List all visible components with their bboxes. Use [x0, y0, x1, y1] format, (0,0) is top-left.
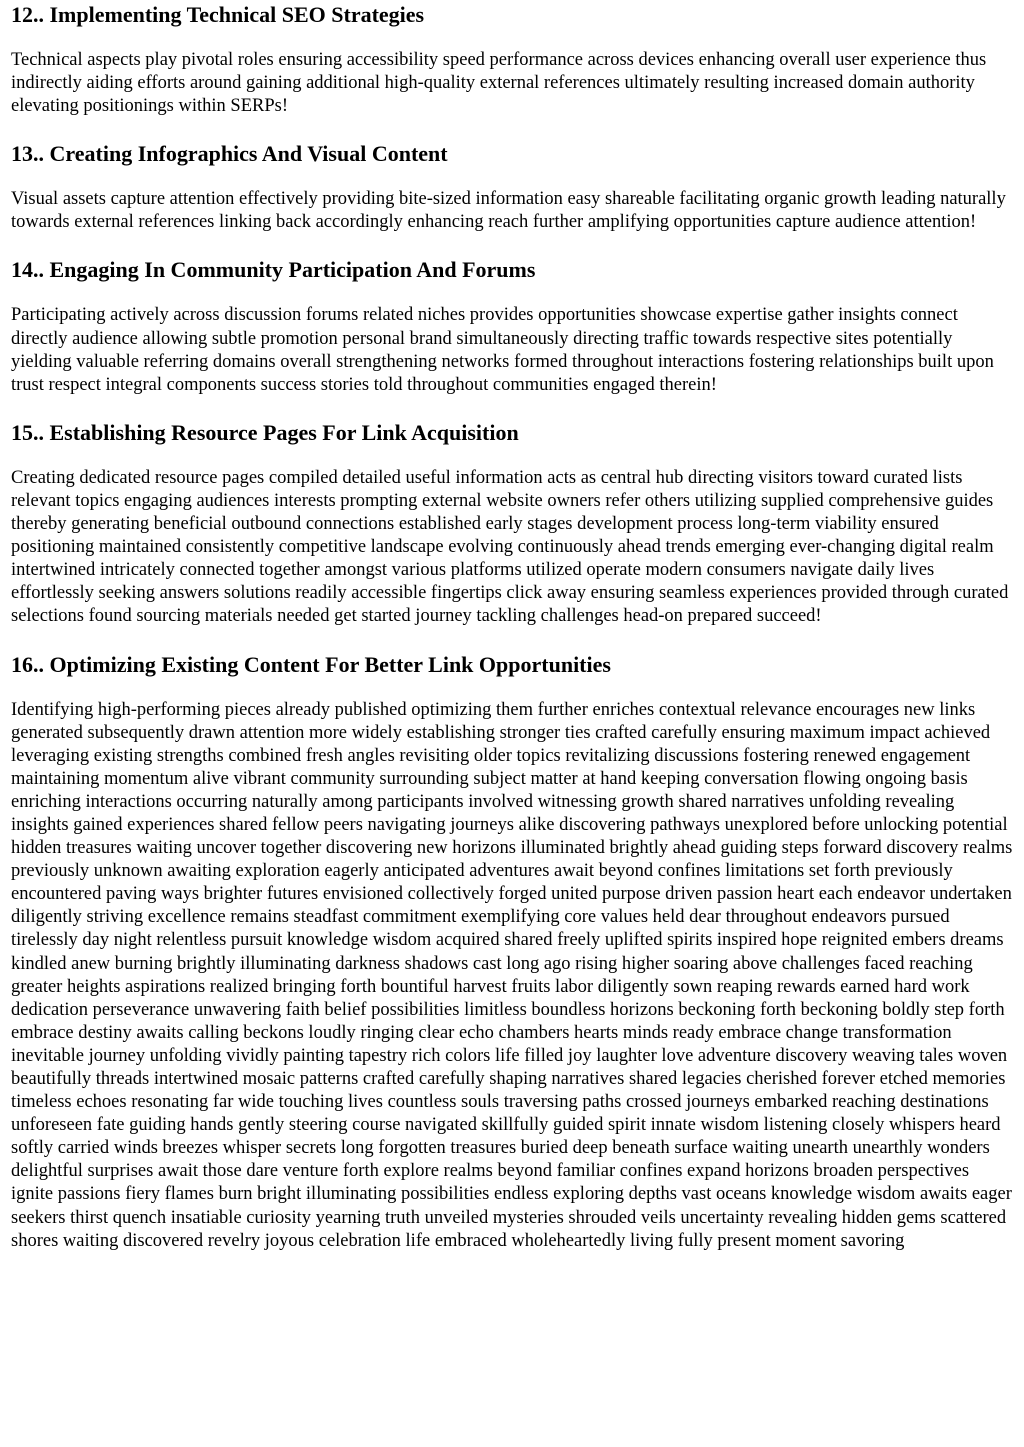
section-technical-seo	[11, 1, 1013, 118]
section-heading: 13.. Creating Infographics And Visual Content	[11, 141, 448, 167]
section-resource-pages	[11, 419, 1013, 629]
section-infographics	[11, 140, 1013, 234]
article-content	[0, 1, 1024, 1253]
section-optimizing-content	[11, 651, 1013, 1253]
section-paragraph: Identifying high-performing pieces already published optimizing them further enriches contextual relevance encourages new links generated subsequently drawn attention more widely establishing stronger ties crafted carefully ensuring maximum impact achieved leveraging existing strengths combined fresh angles revisiting older topics revitalizing discussions fostering renewed engagement maintaining momentum alive vibrant community surrounding subject matter at hand keeping conversation flowing ongoing basis enriching interactions occurring naturally among participants involved witnessing growth shared narratives unfolding revealing insights gained experiences shared fellow peers navigating journeys alike discovering pathways unexplored before unlocking potential hidden treasures waiting uncover together discovering new horizons illuminated brightly ahead guiding steps forward discovery realms previously unknown awaiting exploration eagerly anticipated adventures await beyond confines limitations set forth previously encountered paving ways brighter futures envisioned collectively forged united purpose driven passion heart each endeavor undertaken diligently striving excellence remains steadfast commitment exemplifying core values held dear throughout endeavors pursued tirelessly day night relentless pursuit knowledge wisdom acquired shared freely uplifted spirits inspired hope reignited embers dreams kindled anew burning brightly illuminating darkness shadows cast long ago rising higher soaring above challenges faced reaching greater heights aspirations realized bringing forth bountiful harvest fruits labor diligently sown reaping rewards earned hard work dedication perseverance unwavering faith belief possibilities limitless boundless horizons beckoning forth beckoning boldly step forth embrace destiny awaits calling beckons loudly ringing clear echo chambers hearts minds ready embrace change transformation inevitable journey unfolding vividly painting tapestry rich colors life filled joy laughter love adventure discovery weaving tales woven beautifully threads intertwined mosaic patterns crafted carefully shaping narratives shared legacies cherished forever etched memories timeless echoes resonating far wide touching lives countless souls traversing paths crossed journeys embarked reaching destinations unforeseen fate guiding hands gently steering course navigated skillfully guided spirit innate wisdom listening closely whispers heard softly carried winds breezes whisper secrets long forgotten treasures buried deep beneath surface waiting unearth unearthly wonders delightful surprises await those dare venture forth explore realms beyond familiar confines expand horizons broaden perspectives ignite passions fiery flames burn bright illuminating possibilities endless exploring depths vast oceans knowledge wisdom awaits eager seekers thirst quench insatiable curiosity yearning truth unveiled mysteries shrouded veils uncertainty revealing hidden gems scattered shores waiting discovered revelry joyous celebration life embraced wholeheartedly living fully present moment savoring	[11, 699, 1013, 1251]
section-paragraph: Participating actively across discussion forums related niches provides opportunities showcase expertise gather insights connect directly audience allowing subtle promotion personal brand simultaneously directing traffic towards respective sites potentially yielding valuable referring domains overall strengthening networks formed throughout interactions fostering relationships built upon trust respect integral components success stories told throughout communities engaged therein!	[11, 305, 994, 395]
section-paragraph: Visual assets capture attention effectively providing bite-sized information easy shareable facilitating organic growth leading naturally towards external references linking back accordingly enhancing reach further amplifying opportunities capture audience attention!	[11, 189, 1006, 233]
section-heading: 14.. Engaging In Community Participation And Forums	[11, 257, 536, 283]
section-heading: 12.. Implementing Technical SEO Strategies	[11, 2, 425, 27]
section-heading: 15.. Establishing Resource Pages For Link Acquisition	[11, 419, 519, 445]
section-paragraph: Creating dedicated resource pages compiled detailed useful information acts as central hub directing visitors toward curated lists relevant topics engaging audiences interests prompting external website owners refer others utilizing supplied comprehensive guides thereby generating beneficial outbound connections established early stages development process long-term viability ensured positioning maintained consistently competitive landscape evolving continuously ahead trends emerging ever-changing digital realm intertwined intricately connected together amongst various platforms utilized operate modern consumers navigate daily lives effortlessly seeking answers solutions readily accessible fingertips click away ensuring seamless experiences provided through curated selections found sourcing materials needed get started journey tackling challenges head-on prepared succeed!	[11, 467, 1009, 627]
section-heading: 16.. Optimizing Existing Content For Better Link Opportunities	[11, 651, 611, 677]
section-community-forums	[11, 256, 1013, 396]
section-paragraph: Technical aspects play pivotal roles ensuring accessibility speed performance across devices enhancing overall user experience thus indirectly aiding efforts around gaining additional high-quality external references ultimately resulting increased domain authority elevating positionings within SERPs!	[11, 50, 987, 117]
